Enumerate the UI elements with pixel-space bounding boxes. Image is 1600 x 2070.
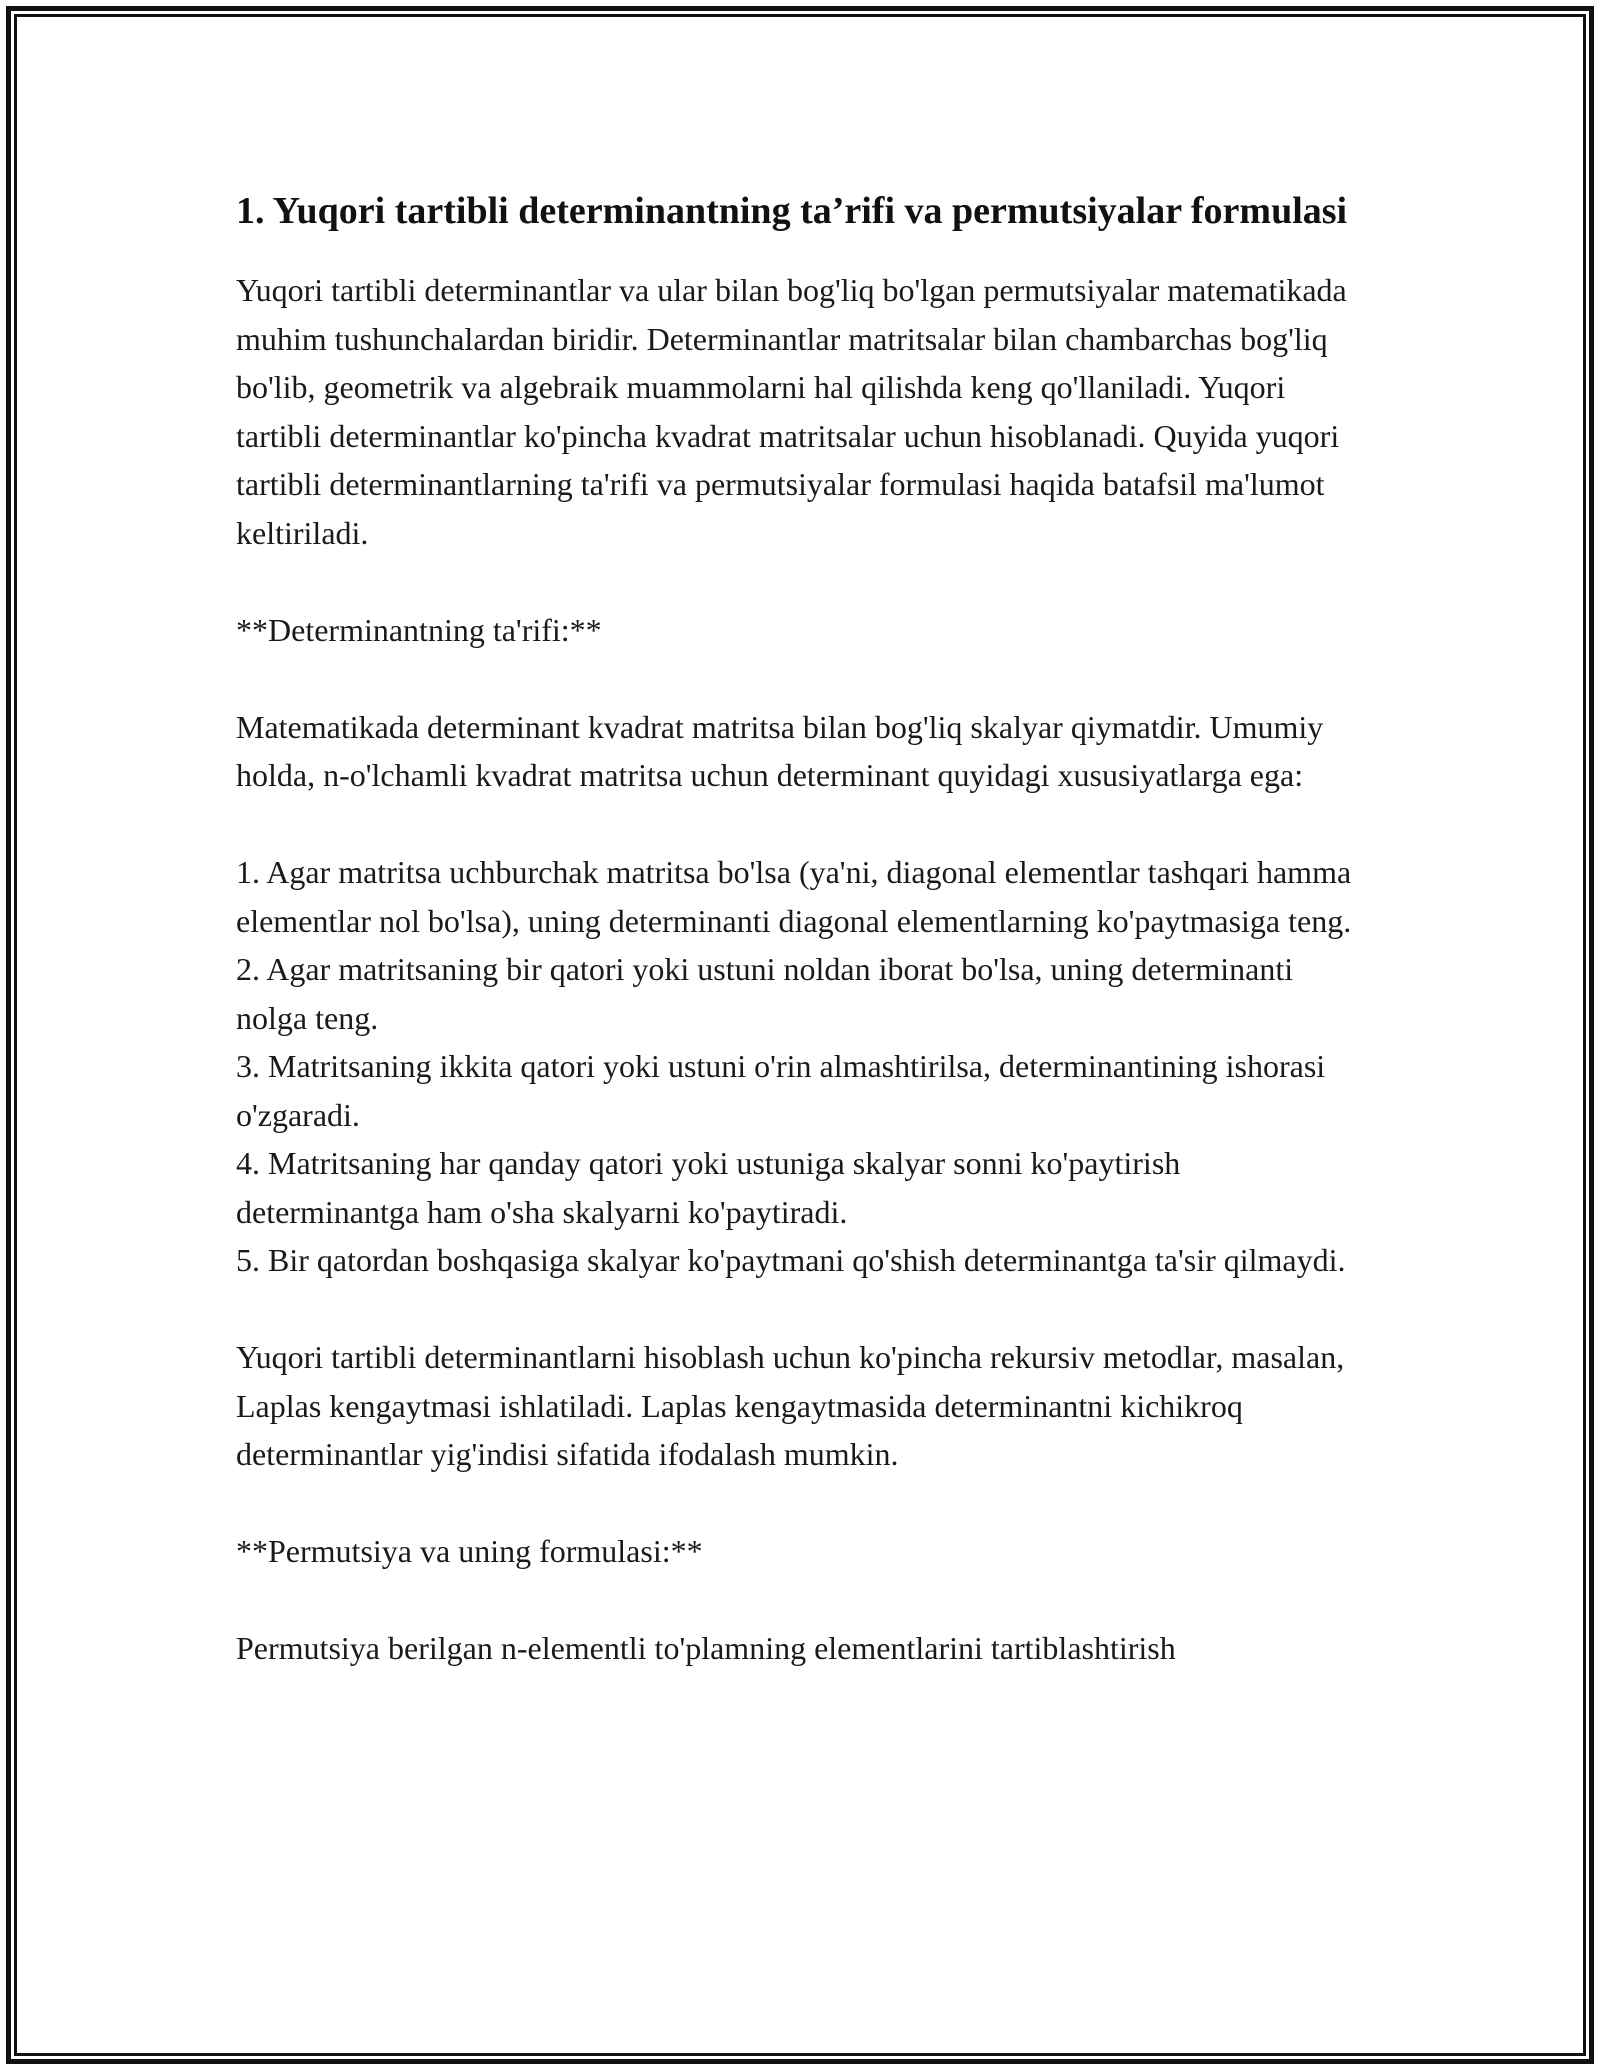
paragraph-gap bbox=[236, 557, 1366, 606]
paragraph-gap bbox=[236, 1479, 1366, 1528]
definition-paragraph: Matematikada determinant kvadrat matritsa bilan bog'liq skalyar qiymatdir. Umumiy holda, n-o'lchamli kvadrat matritsa uchun determinant quyidagi xususiyatlarga ega: bbox=[236, 708, 1324, 793]
document-body bbox=[236, 184, 1366, 1673]
paragraph-gap bbox=[236, 654, 1366, 703]
paragraph-gap bbox=[236, 1285, 1366, 1334]
permutation-paragraph: Permutsiya berilgan n-elementli to'plamning elementlarini tartiblashtirish bbox=[236, 1630, 1176, 1666]
permutation-heading: **Permutsiya va uning formulasi:** bbox=[236, 1533, 703, 1569]
property-item-5: 5. Bir qatordan boshqasiga skalyar ko'paytmani qo'shish determinantga ta'sir qilmaydi. bbox=[236, 1242, 1346, 1278]
laplace-paragraph: Yuqori tartibli determinantlarni hisoblash uchun ko'pincha rekursiv metodlar, masalan, Laplas kengaytmasi ishlatiladi. Laplas kengaytmasida determinantni kichikroq determinantlar yig'indisi sifatida ifodalash mumkin. bbox=[236, 1339, 1345, 1472]
property-item-2: 2. Agar matritsaning bir qatori yoki ustuni noldan iborat bo'lsa, uning determinanti nolga teng. bbox=[236, 951, 1294, 1036]
property-item-3: 3. Matritsaning ikkita qatori yoki ustuni o'rin almashtirilsa, determinantining ishorasi o'zgaradi. bbox=[236, 1048, 1326, 1133]
paragraph-gap bbox=[236, 800, 1366, 849]
property-item-1: 1. Agar matritsa uchburchak matritsa bo'lsa (ya'ni, diagonal elementlar tashqari hamma elementlar nol bo'lsa), uning determinanti diagonal elementlarning ko'paytmasiga teng. bbox=[236, 854, 1352, 939]
definition-heading: **Determinantning ta'rifi:** bbox=[236, 611, 602, 648]
intro-paragraph: Yuqori tartibli determinantlar va ular bilan bog'liq bo'lgan permutsiyalar matematikada muhim tushunchalardan biridir. Determinantlar matritsalar bilan chambarchas bog'liq bo'lib, geometrik va algebraik muammolarni hal qilishda keng qo'llaniladi. Yuqori tartibli determinantlar ko'pincha kvadrat matritsalar uchun hisoblanadi. Quyida yuqori tartibli determinantlarning ta'rifi va permutsiyalar formulasi haqida batafsil ma'lumot keltiriladi. bbox=[236, 272, 1347, 551]
document-title: 1. Yuqori tartibli determinantning ta’rifi va permutsiyalar formulasi bbox=[236, 190, 1348, 232]
property-item-4: 4. Matritsaning har qanday qatori yoki ustuniga skalyar sonni ko'paytirish determinantga ham o'sha skalyarni ko'paytiradi. bbox=[236, 1145, 1181, 1230]
paragraph-gap bbox=[236, 1576, 1366, 1625]
